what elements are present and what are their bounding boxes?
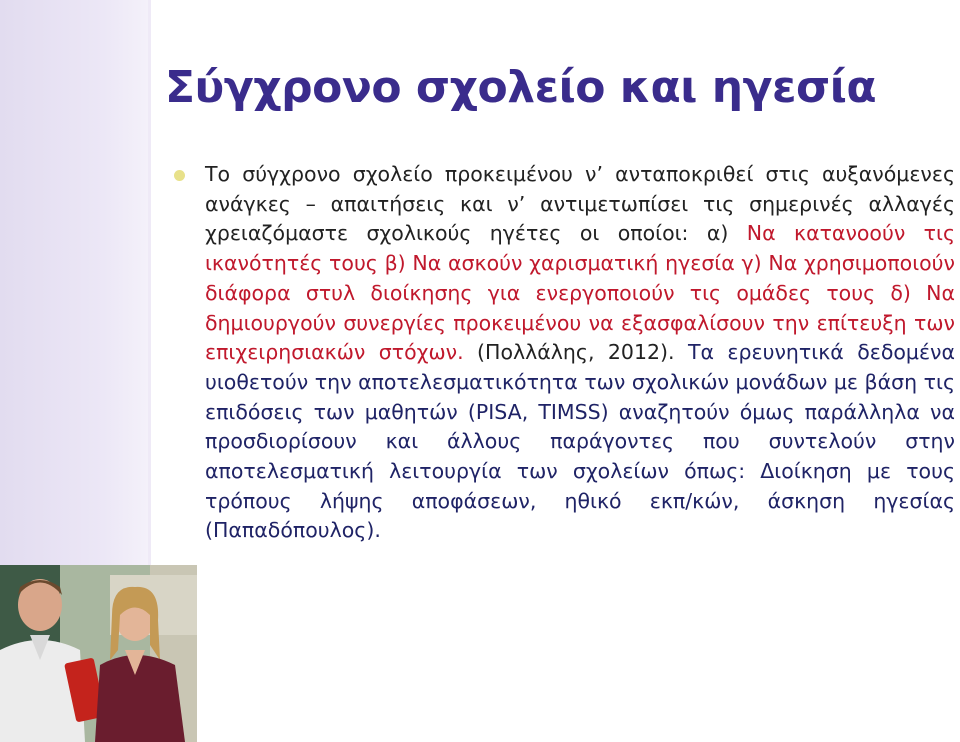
slide-title: Σύγχρονο σχολείο και ηγεσία xyxy=(165,62,877,113)
body-paragraph xyxy=(205,160,955,546)
bullet-dot-icon xyxy=(174,170,185,181)
paragraph-highlight-navy: Τα ερευνητικά δεδομένα υιοθετούν την αποτελεσματικότητα των σχολικών μονάδων με βάση τις επιδόσεις των μαθητών (PISA, TIMSS) αναζητούν όμως παράλληλα να προσδιορίσουν και άλλους παράγοντες που συντελούν στην αποτελεσματική λειτουργία των σχολείων όπως: Διοίκηση με τους τρόπους λήψης αποφάσεων, ηθικό εκπ/κών, άσκηση ηγεσίας (Παπαδόπουλος). xyxy=(205,340,955,543)
paragraph-intro: Το σύγχρονο σχολείο προκειμένου ν’ ανταποκριθεί στις αυξανόμενες ανάγκες – απαιτήσεις και ν’ αντιμετωπίσει τις σημερινές αλλαγές χρειαζόμαστε σχολικούς ηγέτες οι οποίοι: α) xyxy=(205,162,955,246)
teachers-photo-illustration xyxy=(0,565,197,742)
paragraph-highlight-red: Να κατανοούν τις ικανότητές τους β) Να ασκούν χαρισματική ηγεσία γ) Να χρησιμοποιούν διάφορα στυλ διοίκησης για ενεργοποιούν τις ομάδες τους δ) Να δημιουργούν συνεργίες προκειμένου να εξασφαλίσουν την επίτευξη των επιχειρησιακών στόχων. xyxy=(205,221,955,365)
classroom-photo xyxy=(0,565,197,742)
paragraph-citation: (Πολλάλης, 2012). xyxy=(463,340,688,365)
